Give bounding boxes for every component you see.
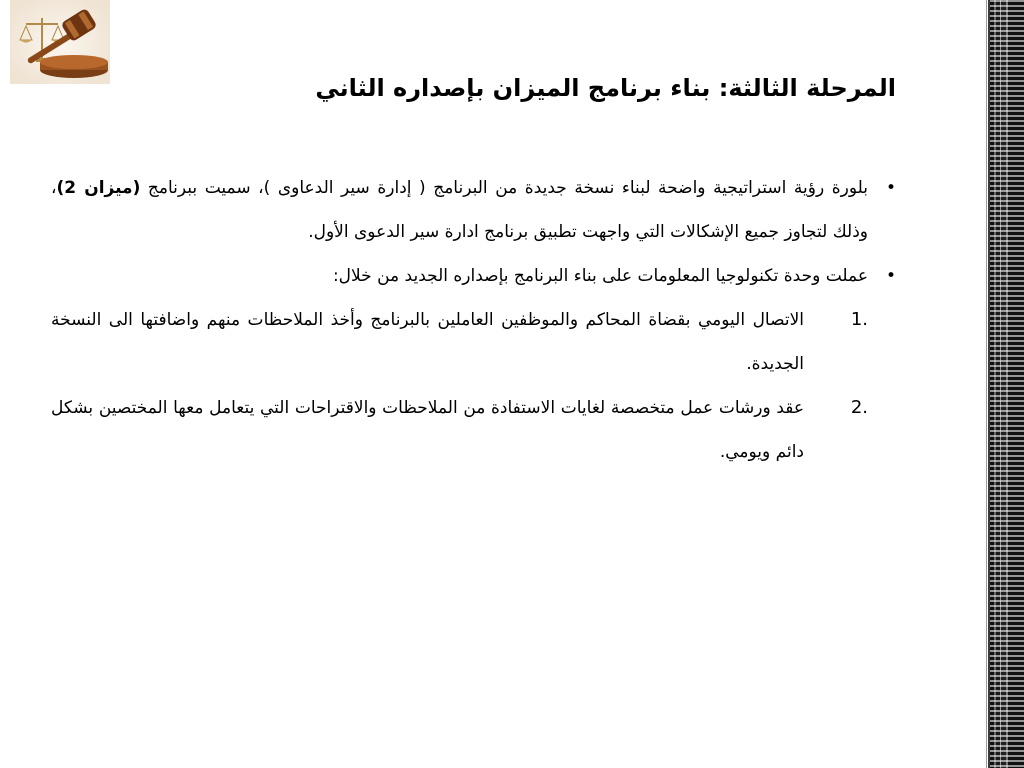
slide-content [51, 166, 896, 474]
bullet-marker: • [885, 266, 896, 286]
decorative-film-strip [990, 0, 1024, 768]
item-number: 1. [850, 309, 868, 330]
bullet-item-1 [51, 166, 896, 254]
numbered-text: عقد ورشات عمل متخصصة لغايات الاستفادة من الملاحظات والاقتراحات التي يتعامل معها المختصين بشكل دائم ويومي. [51, 398, 804, 462]
numbered-item-1 [51, 298, 896, 386]
bullet-item-2 [51, 254, 896, 298]
gavel-and-scales-icon [10, 0, 110, 84]
decorative-divider [986, 0, 987, 768]
bullet-text-bold: (ميزان 2) [56, 178, 141, 198]
bullet-marker: • [885, 178, 896, 198]
bullet-text: عملت وحدة تكنولوجيا المعلومات على بناء البرنامج بإصداره الجديد من خلال: [332, 266, 868, 286]
numbered-text: الاتصال اليومي بقضاة المحاكم والموظفين العاملين بالبرنامج وأخذ الملاحظات منهم واضافتها الى النسخة الجديدة. [51, 310, 804, 374]
slide-title: المرحلة الثالثة: بناء برنامج الميزان بإصداره الثاني [315, 74, 896, 102]
item-number: 2. [850, 397, 868, 418]
bullet-text-part-2: ، وذلك لتجاوز جميع الإشكالات التي واجهت تطبيق برنامج ادارة سير الدعوى الأول. [51, 178, 868, 242]
bullet-text-part-1: بلورة رؤية استراتيجية واضحة لبناء نسخة جديدة من البرنامج ( إدارة سير الدعاوى )، سميت ببرنامج [147, 178, 868, 198]
numbered-item-2 [51, 386, 896, 474]
